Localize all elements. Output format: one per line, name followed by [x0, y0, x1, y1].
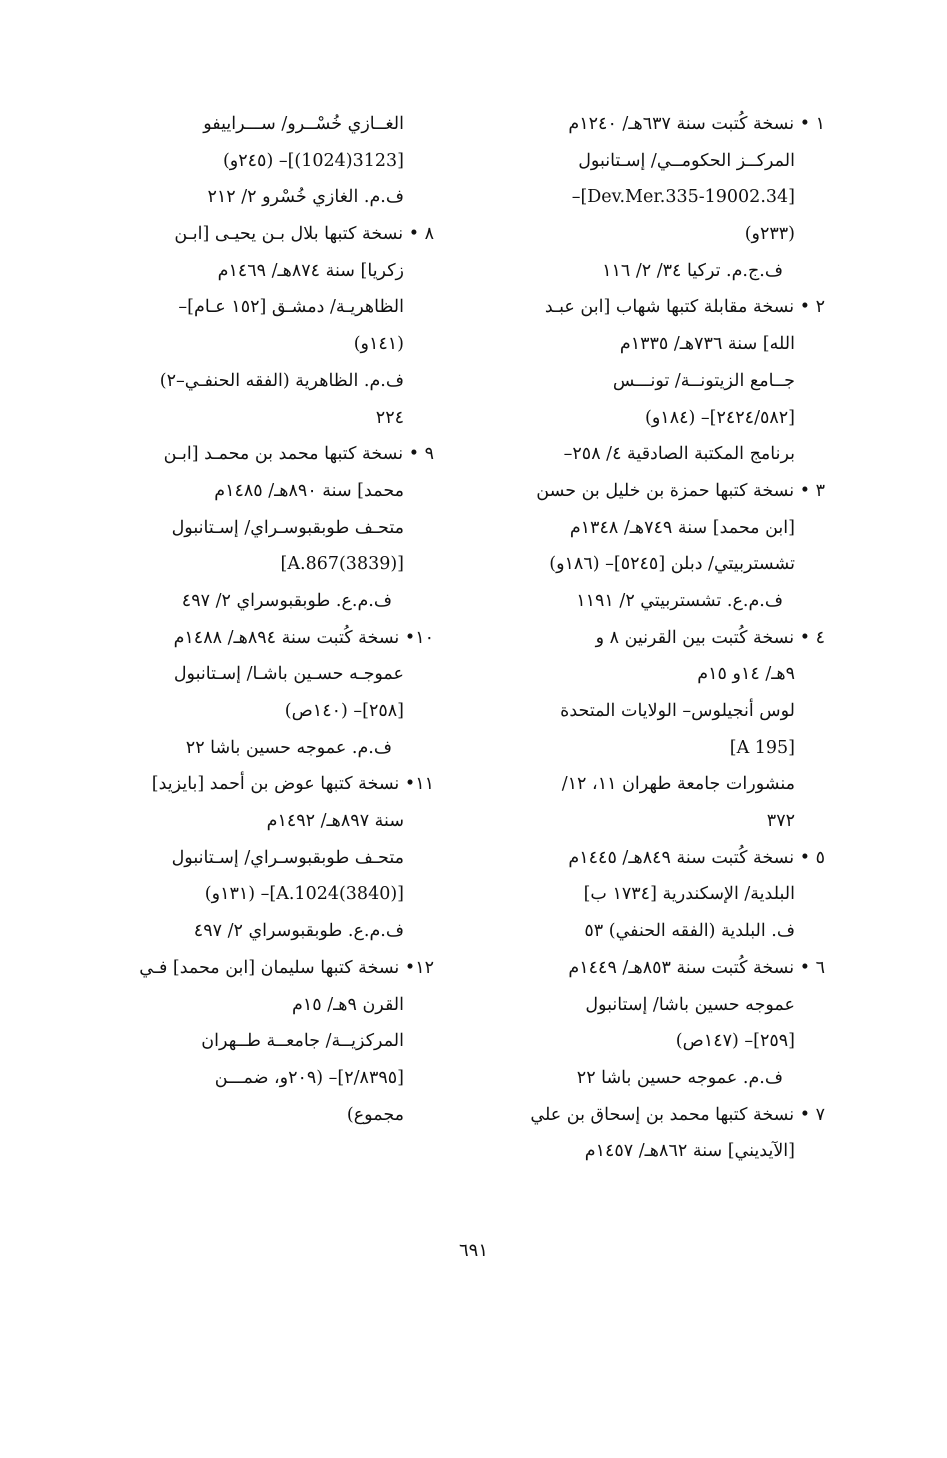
entry-12-shelfmark: [٢/٨٣٩٥]– (٢٠٩و، ضمـــن [214, 1067, 404, 1088]
entry-3-title: ٣ • نسخة كتبها حمزة بن خليل بن حسن [536, 480, 825, 501]
entry-5-title: ٥ • نسخة كُتبت سنة ٨٤٩هـ/ ١٤٤٥م [568, 847, 825, 868]
entry-8-date: زكريا] سنة ٨٧٤هـ/ ١٤٦٩م [217, 260, 404, 281]
entry-2-catalog: برنامج المكتبة الصادقية ٤/ ٢٥٨– [563, 444, 795, 465]
entry-1-folios: (٢٣٣و) [744, 224, 795, 245]
entry-6-shelfmark: [٢٥٩]– (١٤٧ص) [675, 1031, 795, 1052]
entry-11-date: سنة ٨٩٧هـ/ ١٤٩٢م [266, 811, 404, 832]
entry-9-library: متحـف طوبقبوسـراي/ إسـتانبول [171, 517, 404, 538]
entry-2-title: ٢ • نسخة مقابلة كتبها شهاب [ابن عبـد [544, 297, 825, 318]
entry-2-library: جــامع الزيتونــة/ تونـــس [612, 370, 795, 391]
entry-4-shelfmark: [A 195] [729, 737, 795, 758]
left-column [112, 106, 434, 1133]
entry-4-title: ٤ • نسخة كُتبت بين القرنين ٨ و [595, 627, 825, 648]
entry-2-date: الله] سنة ٧٣٦هـ/ ١٣٣٥م [619, 334, 795, 355]
entry-9-shelfmark: [A.867(3839)] [280, 554, 404, 575]
entry-10-shelfmark: [٢٥٨]– (١٤٠ص) [284, 701, 404, 721]
entry-7-shelfmark: [3123(1024)]– (٢٤٥و) [222, 150, 404, 171]
entry-3-date: [ابن محمد] سنة ٧٤٩هـ/ ١٣٤٨م [569, 517, 795, 538]
entry-11-shelfmark: [A.1024(3840)]– (١٣١و) [204, 884, 404, 905]
entry-5-library: البلدية/ الإسكندرية [١٧٣٤ ب] [583, 884, 795, 905]
entry-10-title: ١٠• نسخة كُتبت سنة ٨٩٤هـ/ ١٤٨٨م [173, 627, 434, 648]
entry-4-catalog-page: ٣٧٢ [766, 811, 795, 832]
entry-9-catalog: ف.م.ع. طوبقبوسراي ٢/ ٤٩٧ [181, 590, 392, 611]
entry-6-library: عموجه حسين باشا/ إستانبول [585, 994, 795, 1015]
entry-12-date: القرن ٩هـ/ ١٥م [291, 994, 404, 1015]
entry-9-title: ٩ • نسخة كتبها محمد بن محمـد [ابـن [163, 444, 434, 465]
entry-8-catalog-page: ٢٢٤ [375, 407, 404, 428]
entry-5-catalog: ف. البلدية (الفقه الحنفي) ٥٣ [584, 921, 795, 942]
entry-1-library: المركــز الحكومــي/ إسـتانبول [578, 150, 795, 171]
entry-8-folios: (١٤١و) [353, 334, 404, 355]
entry-11-catalog: ف.م.ع. طوبقبوسراي ٢/ ٤٩٧ [193, 921, 404, 942]
entry-1-title: ١ • نسخة كُتبت سنة ٦٣٧هـ/ ١٢٤٠م [568, 114, 825, 134]
entry-7-library: الغــازي خُسْــرو/ ســـراييفو [203, 114, 404, 134]
entry-8-library: الظاهريـة/ دمشـق [١٥٢ عـام]– [178, 297, 404, 318]
entry-10-catalog: ف.م. عموجه حسين باشا ٢٢ [185, 737, 392, 758]
entry-9-date: محمد] سنة ٨٩٠هـ/ ١٤٨٥م [214, 480, 404, 501]
page-number: ٦٩١ [458, 1240, 488, 1261]
entry-10-library: عموجـه حسـين باشـا/ إسـتانبول [173, 664, 404, 685]
entry-4-library: لوس أنجيلوس– الولايات المتحدة [560, 701, 795, 721]
entry-8-catalog: ف.م. الظاهرية (الفقه الحنفـي–٢) [159, 370, 404, 391]
entry-12-title: ١٢• نسخة كتبها سليمان [ابن محمد] فـي [139, 957, 434, 978]
right-column [487, 106, 825, 1170]
entry-6-title: ٦ • نسخة كُتبت سنة ٨٥٣هـ/ ١٤٤٩م [568, 957, 825, 978]
entry-2-shelfmark: [٢٤٢٤/٥٨٢]– (١٨٤و) [645, 407, 795, 428]
entry-7-catalog: ف.م. الغازي خُسْرو ٢/ ٢١٢ [207, 187, 404, 208]
entry-12-collection: مجموع) [346, 1104, 404, 1125]
entry-11-library: متحـف طوبقبوسـراي/ إسـتانبول [171, 847, 404, 868]
entry-11-title: ١١• نسخة كتبها عوض بن أحمد [بايزيد] [151, 774, 434, 795]
entry-4-catalog: منشورات جامعة طهران ١١، ١٢/ [561, 774, 795, 795]
entry-1-shelfmark: [34.Dev.Mer.335-19002]– [571, 187, 795, 208]
entry-1-catalog: ف.ج.م. تركيا ٣٤/ ٢/ ١١٦ [602, 260, 783, 281]
entry-6-catalog: ف.م. عموجه حسين باشا ٢٢ [576, 1067, 783, 1088]
entry-3-catalog: ف.م.ع. تشستربيتي ٢/ ١١٩١ [576, 590, 783, 611]
entry-12-library: المركزيــة/ جامعــة طــهران [201, 1031, 404, 1052]
entry-3-library: تشستربيتي/ دبلن [٥٢٤٥]– (١٨٦و) [549, 554, 795, 575]
entry-8-title: ٨ • نسخة كتبها بلال بـن يحيـى [ابـن [174, 224, 434, 245]
entry-7-date: [الآيديني] سنة ٨٦٢هـ/ ١٤٥٧م [584, 1141, 795, 1162]
entry-7-title: ٧ • نسخة كتبها محمد بن إسحاق بن علي [530, 1104, 825, 1125]
entry-4-date: ٩هـ/ ١٤و ١٥م [697, 664, 795, 685]
